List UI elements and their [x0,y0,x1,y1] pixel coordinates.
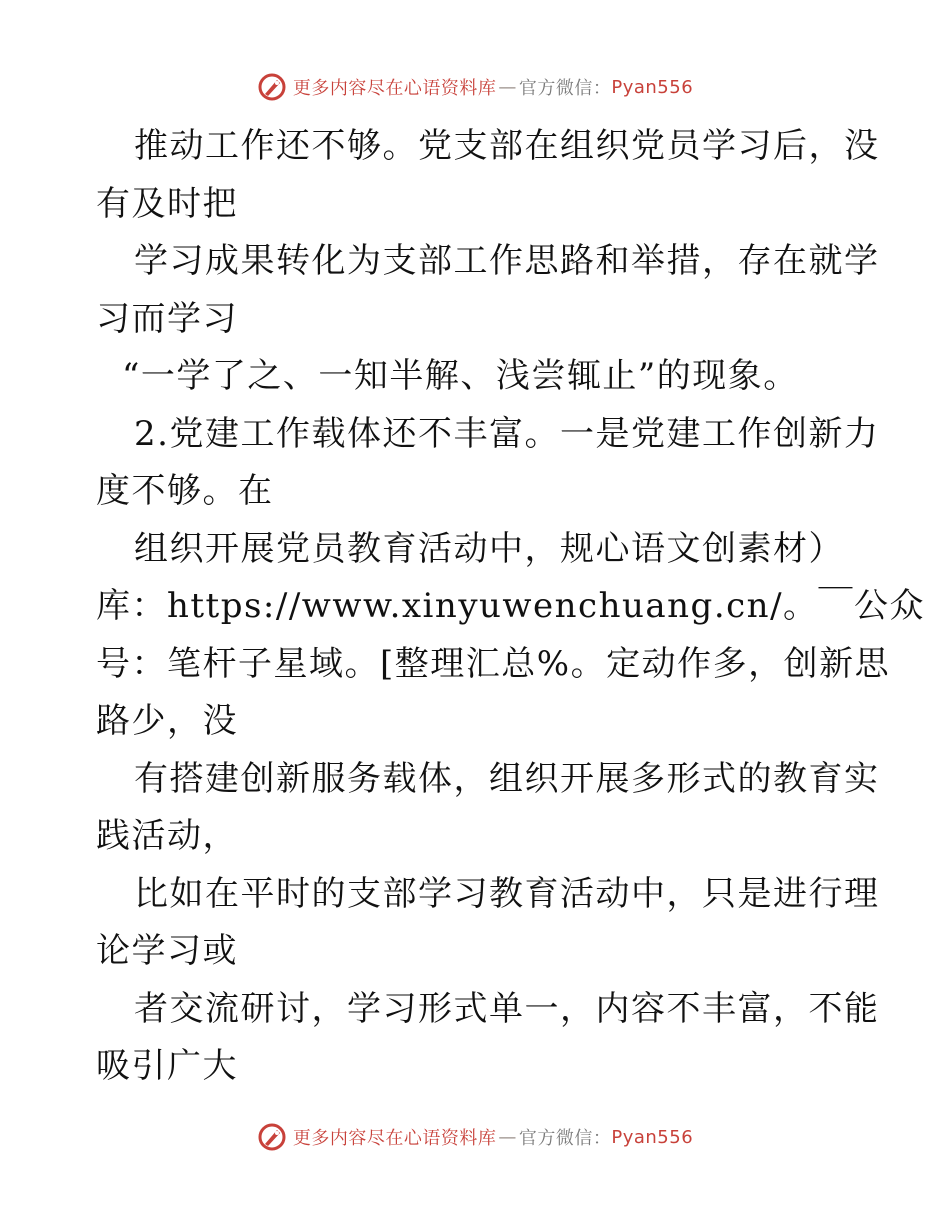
text-line: 习而学习 [96,298,238,339]
banner-wechat-id: Pyan556 [611,76,694,98]
text-line: 论学习或 [96,931,238,971]
footer-banner [0,1122,950,1152]
text-line: 践活动， [96,816,238,856]
header-banner [0,72,950,102]
banner-wechat-label: 官方微信： [518,1128,612,1149]
text-line: 路少，没 [96,701,238,741]
document-body [96,118,926,1096]
text-line: 吸引广大 [96,1046,238,1086]
text-line: 者交流研讨，学习形式单一，内容不丰富，不能 [134,988,880,1029]
text-line: 度不够。在 [96,471,274,511]
pen-nib-logo-icon [257,72,287,102]
text-line: 库：https://www.xinyuwenchuang.cn/。￣公众 [96,586,926,626]
text-line: 比如在平时的支部学习教育活动中，只是进行理 [134,873,880,914]
pen-nib-logo-icon [257,1122,287,1152]
text-line: 有搭建创新服务载体，组织开展多形式的教育实 [134,758,880,799]
text-line: 推动工作还不够。党支部在组织党员学习后，没 [134,126,880,166]
banner-wechat-label: 官方微信： [518,78,612,99]
banner-wechat-id: Pyan556 [611,1126,694,1148]
banner-main-text: 更多内容尽在心语资料库 [292,78,497,99]
text-line: 号：笔杆子星域。[整理汇总%。定动作多，创新思 [96,643,891,684]
banner-main-text: 更多内容尽在心语资料库 [292,1128,497,1149]
text-line: “一学了之、一知半解、浅尝辄止”的现象。 [122,356,799,396]
text-line: 组织开展党员教育活动中，规心语文创素材） [134,528,844,569]
text-line: 2.党建工作载体还不丰富。一是党建工作创新力 [134,413,880,454]
text-line: 有及时把 [96,183,238,224]
banner-separator: — [498,1126,517,1148]
banner-separator: — [498,76,517,98]
text-line: 学习成果转化为支部工作思路和举措，存在就学 [134,241,880,281]
